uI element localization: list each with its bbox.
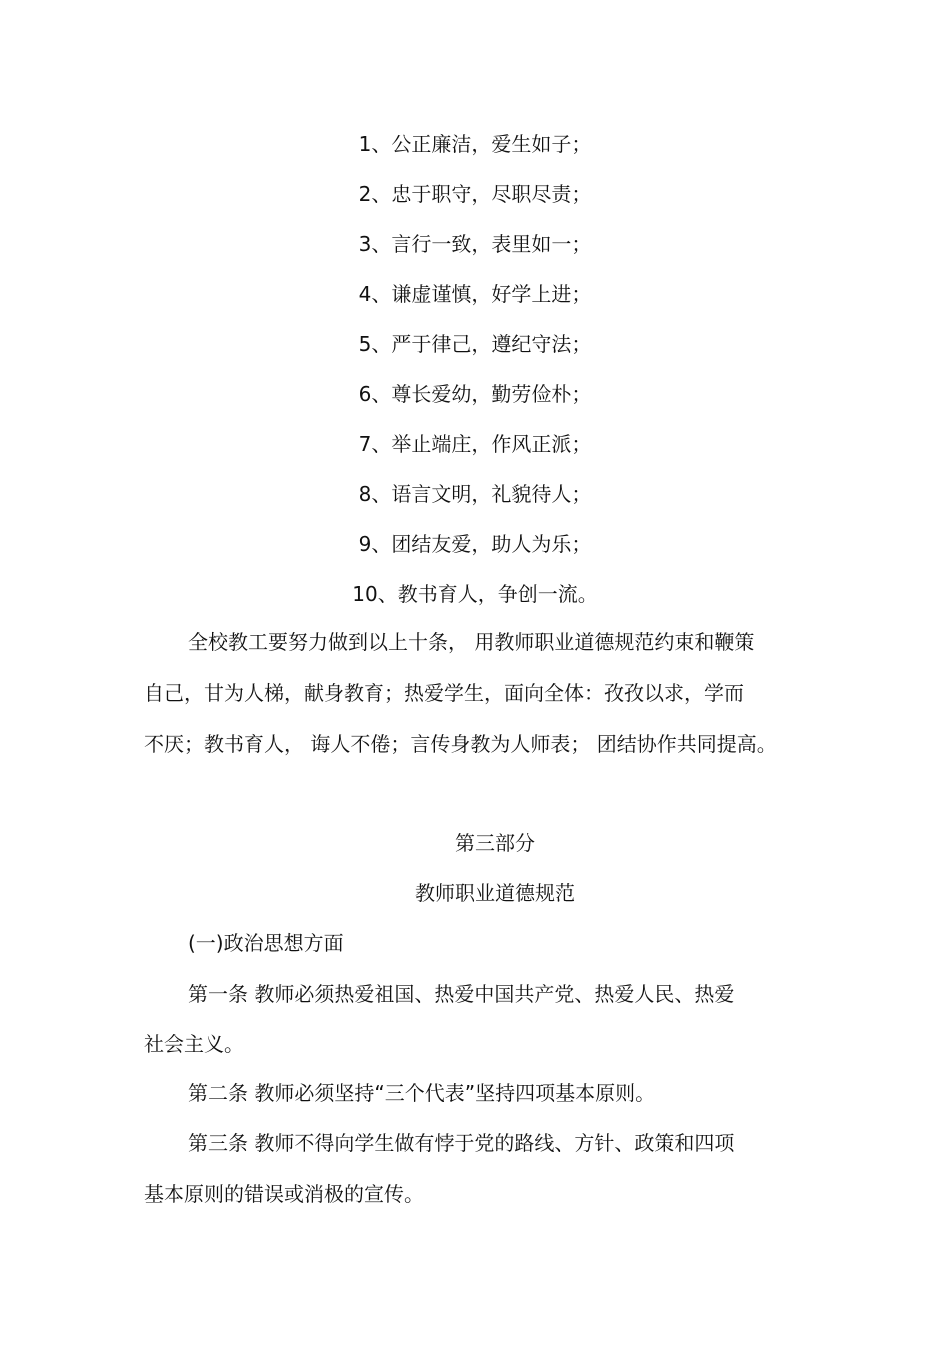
list-item: 7、举止端庄，作风正派；: [358, 432, 592, 456]
summary-paragraph-line: 自己，甘为人梯，献身教育；热爱学生，面向全体：孜孜以求，学而: [144, 681, 744, 705]
article-line: 第一条 教师必须热爱祖国、热爱中国共产党、热爱人民、热爱: [188, 982, 735, 1006]
list-item: 9、团结友爱，助人为乐；: [358, 532, 592, 556]
summary-paragraph-line: 全校教工要努力做到以上十条， 用教师职业道德规范约束和鞭策: [188, 630, 755, 654]
article-line: 第二条 教师必须坚持“三个代表”坚持四项基本原则。: [188, 1081, 656, 1105]
list-item: 5、严于律己，遵纪守法；: [358, 332, 592, 356]
list-item: 4、谦虚谨慎，好学上进；: [358, 282, 592, 306]
section-title: 教师职业道德规范: [415, 881, 575, 905]
section-subtitle: (一)政治思想方面: [188, 931, 344, 955]
article-line: 基本原则的错误或消极的宣传。: [144, 1182, 424, 1206]
list-item: 10、教书育人，争创一流。: [352, 582, 598, 606]
article-line: 第三条 教师不得向学生做有悖于党的路线、方针、政策和四项: [188, 1131, 735, 1155]
article-line: 社会主义。: [144, 1032, 244, 1056]
section-part-heading: 第三部分: [455, 831, 535, 855]
summary-paragraph-line: 不厌；教书育人， 诲人不倦；言传身教为人师表； 团结协作共同提高。: [144, 732, 777, 756]
list-item: 8、语言文明，礼貌待人；: [358, 482, 592, 506]
list-item: 3、言行一致，表里如一；: [358, 232, 592, 256]
list-item: 1、公正廉洁，爱生如子；: [358, 132, 592, 156]
list-item: 2、忠于职守，尽职尽责；: [358, 182, 592, 206]
list-item: 6、尊长爱幼，勤劳俭朴；: [358, 382, 592, 406]
